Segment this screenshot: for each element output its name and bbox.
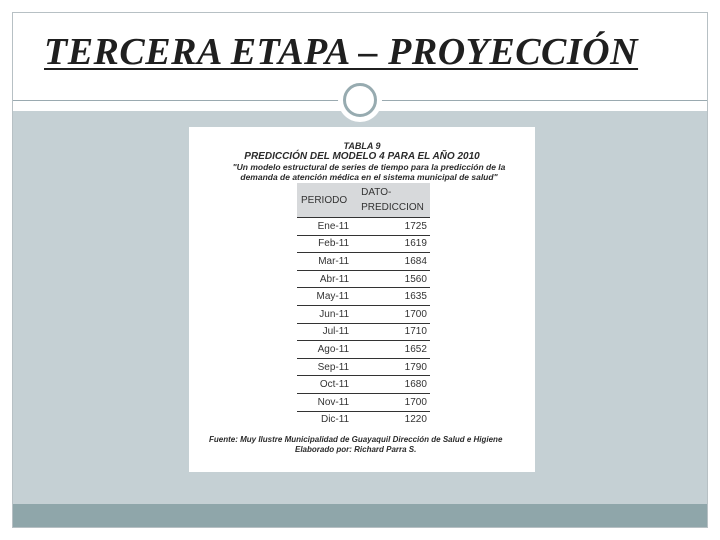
period-cell: Sep-11 [297, 358, 353, 376]
table-row [297, 218, 430, 236]
value-cell: 1635 [353, 288, 430, 306]
value-cell: 1700 [353, 305, 430, 323]
table-row [297, 341, 430, 359]
footer-band [13, 504, 707, 527]
period-cell: Oct-11 [297, 376, 353, 394]
period-cell: Jun-11 [297, 305, 353, 323]
table-row [297, 253, 430, 271]
value-cell: 1710 [353, 323, 430, 341]
table-row [297, 288, 430, 306]
value-cell: 1220 [404, 414, 427, 426]
table-row [297, 411, 430, 428]
table-row [297, 305, 430, 323]
source-line: Fuente: Muy Ilustre Municipalidad de Guayaquil Dirección de Salud e Higiene [209, 435, 503, 444]
value-cell: 1560 [353, 270, 430, 288]
period-cell: Dic-11 [320, 414, 350, 426]
period-cell: Mar-11 [297, 253, 353, 271]
table-header-row [297, 183, 430, 218]
period-cell: Abr-11 [297, 270, 353, 288]
table-row [297, 393, 430, 411]
table-row [297, 323, 430, 341]
value-cell: 1619 [353, 235, 430, 253]
table-row [297, 376, 430, 394]
period-cell: Ago-11 [297, 341, 353, 359]
value-cell: 1652 [353, 341, 430, 359]
period-cell: Jul-11 [297, 323, 353, 341]
value-cell: 1684 [353, 253, 430, 271]
table-row [297, 270, 430, 288]
column-header-period: PERIODO [297, 183, 353, 218]
source-note [209, 435, 519, 455]
period-cell: May-11 [297, 288, 353, 306]
author-line: Elaborado por: Richard Parra S. [295, 445, 417, 454]
value-cell: 1790 [353, 358, 430, 376]
value-cell: 1725 [353, 218, 430, 236]
slide-title: TERCERA ETAPA – PROYECCIÓN [44, 31, 639, 73]
table-image [189, 127, 535, 472]
period-cell: Ene-11 [297, 218, 353, 236]
period-cell: Feb-11 [297, 235, 353, 253]
prediction-table [297, 183, 430, 428]
value-cell: 1700 [353, 393, 430, 411]
period-cell: Nov-11 [297, 393, 353, 411]
table-caption-title: PREDICCIÓN DEL MODELO 4 PARA EL AÑO 2010 [244, 151, 480, 162]
column-header-prediction: DATO-PREDICCION [353, 183, 430, 218]
value-cell: 1680 [353, 376, 430, 394]
table-caption-description: "Un modelo estructural de series de tiempo para la predicción de la demanda de atención médica en el sistema municipal de salud" [232, 162, 506, 182]
table-caption-label: TABLA 9 [343, 141, 381, 151]
ring-icon [338, 78, 382, 122]
table-row [297, 358, 430, 376]
table-row [297, 235, 430, 253]
